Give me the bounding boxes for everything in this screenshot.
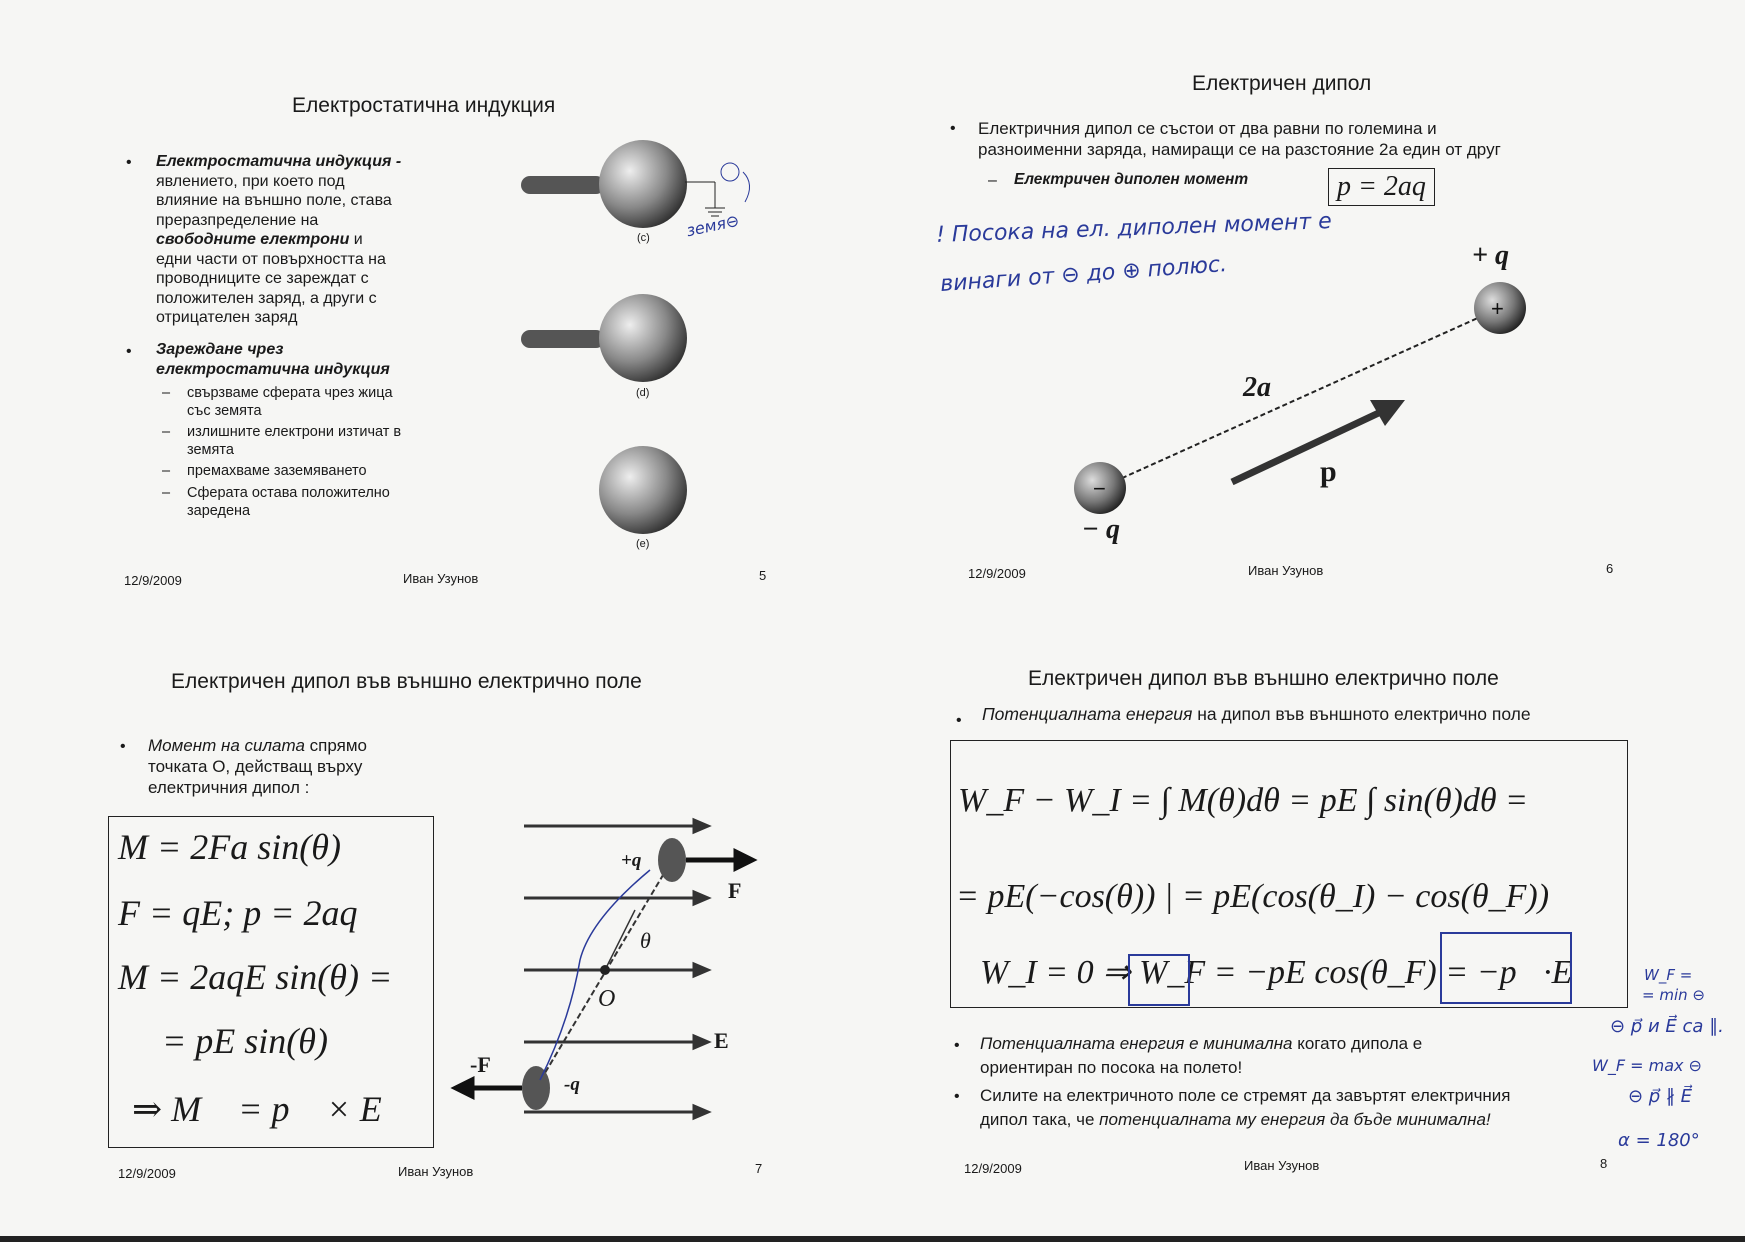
- label-minus-F: -F: [470, 1052, 491, 1077]
- handwritten-note: ! Посока на ел. диполен момент е: [935, 209, 1333, 248]
- induction-figure: [515, 120, 775, 540]
- line: свързваме сферата чрез жица: [187, 385, 393, 401]
- sub-dash: –: [162, 424, 171, 440]
- footer-page: 8: [1600, 1156, 1608, 1171]
- sphere-c: [599, 140, 687, 228]
- line: влияние на външно поле, става: [156, 192, 392, 209]
- label-theta: θ: [640, 928, 651, 953]
- label-plus-q: +q: [621, 850, 642, 871]
- term: свободните електрони: [156, 231, 350, 248]
- handwritten-note: α = 180°: [1618, 1130, 1700, 1151]
- footer-page: 6: [1606, 561, 1614, 576]
- line: спрямо: [304, 736, 367, 755]
- line: точката О, действащ върху: [148, 757, 363, 776]
- pen-highlight-box: [1440, 932, 1572, 1004]
- line: Електричния дипол се състои от два равни по големина и: [978, 119, 1437, 138]
- label-2a: 2a: [1243, 372, 1271, 403]
- line: дипол така, че: [980, 1110, 1100, 1129]
- term: Електричен диполен момент: [1014, 171, 1249, 188]
- handwritten-note: ⊖ p⃗ ∦ E⃗: [1628, 1086, 1693, 1107]
- line: едни части от повърхността на: [156, 250, 386, 268]
- line: на дипол във външното електрично поле: [1192, 704, 1531, 724]
- sub-item: [187, 423, 401, 459]
- label-E: E: [714, 1028, 729, 1053]
- line: разноименни заряда, намиращи се на разстояние 2а един от друг: [978, 140, 1501, 159]
- term: Потенциалната енергия: [982, 704, 1193, 724]
- dipole-figure: [1050, 260, 1550, 560]
- charged-rod: [521, 330, 605, 348]
- bullet-text: [980, 1032, 1422, 1080]
- footer-page: 7: [755, 1161, 763, 1176]
- equation: M = 2aqE sin(θ) =: [118, 957, 393, 997]
- equation: W_I = 0 ⇒ W_F = −pE cos(θ_F) = −p⃗·E⃗: [980, 954, 1599, 991]
- bullet-text: [148, 735, 367, 798]
- label-plus-q: + q: [1472, 240, 1509, 271]
- term: Електростатична индукция -: [156, 153, 402, 170]
- bullet-text: [980, 1084, 1511, 1132]
- slide-title: Електричен дипол във външно електрично поле: [171, 670, 642, 693]
- handwritten-note: винаги от ⊖ до ⊕ полюс.: [939, 252, 1228, 297]
- formula-box: p = 2aq: [1328, 168, 1435, 206]
- footer-date: 12/9/2009: [124, 573, 182, 588]
- sub-dash: –: [162, 463, 171, 479]
- line: преразпределение на: [156, 211, 319, 229]
- equation: ⇒ M⃗ = p⃗ × E⃗: [132, 1089, 410, 1129]
- pen-highlight-box: [1128, 954, 1190, 1006]
- equation: W_F − W_I = ∫ M(θ)dθ = pE ∫ sin(θ)dθ =: [958, 782, 1528, 819]
- bullet-text: [156, 152, 456, 328]
- sub-dash: –: [988, 172, 997, 189]
- charged-rod: [521, 176, 605, 194]
- figure-label: (d): [636, 387, 650, 399]
- sub-item: [187, 384, 393, 420]
- label-F: F: [728, 878, 742, 903]
- bullet-dot: •: [126, 343, 132, 360]
- bullet-dot: •: [954, 1088, 960, 1105]
- sub-dash: –: [162, 385, 171, 401]
- handwritten-note: W_F = max ⊖: [1592, 1056, 1702, 1075]
- term: потенциалната му енергия да бъде минимална!: [1099, 1110, 1491, 1129]
- term: Момент на силата: [148, 736, 305, 755]
- bullet-dot: •: [126, 154, 132, 171]
- line: електричния дипол :: [148, 778, 310, 797]
- line: Сферата остава положително: [187, 485, 390, 501]
- term: Зареждане чрез: [156, 341, 284, 358]
- term: електростатична индукция: [156, 360, 390, 378]
- label-minus-q: -q: [564, 1074, 580, 1095]
- footer-date: 12/9/2009: [968, 566, 1026, 581]
- footer-date: 12/9/2009: [118, 1166, 176, 1181]
- label-p: p: [1320, 455, 1337, 488]
- line: явлението, при което под: [156, 172, 345, 190]
- figure-label: (c): [637, 232, 650, 244]
- footer-date: 12/9/2009: [964, 1161, 1022, 1176]
- bullet-text: [156, 340, 390, 379]
- line: Силите на електричното поле се стремят да завъртят електричния: [980, 1086, 1511, 1105]
- dipole-axis: [1100, 308, 1500, 488]
- line: когато дипола е: [1292, 1034, 1423, 1053]
- scan-edge: [0, 1236, 1745, 1242]
- bullet-text: [978, 118, 1501, 160]
- sub-item: [187, 484, 390, 520]
- sphere-e: [599, 446, 687, 534]
- figure-label: (e): [636, 538, 650, 550]
- line: положителен заряд, а други с: [156, 289, 377, 307]
- handwritten-note: земя⊖: [684, 210, 741, 241]
- equation: M = 2Fa sin(θ): [118, 827, 341, 867]
- line: отрицателен заряд: [156, 309, 298, 326]
- line: заредена: [187, 503, 251, 519]
- equation: F = qE; p = 2aq: [118, 893, 358, 933]
- line: и: [349, 231, 363, 248]
- positive-charge: [658, 838, 686, 882]
- sub-item: [1014, 170, 1248, 190]
- footer-author: Иван Узунов: [403, 571, 479, 586]
- bullet-dot: •: [950, 120, 956, 137]
- bullet-dot: •: [956, 712, 962, 729]
- moment-arrow: [1232, 410, 1385, 482]
- line: проводниците се зареждат с: [156, 270, 369, 287]
- term: Потенциалната енергия е минимална: [980, 1034, 1293, 1053]
- line: ориентиран по посока на полето!: [980, 1058, 1243, 1077]
- bullet-dot: •: [120, 738, 126, 755]
- line: със земята: [187, 403, 262, 419]
- handwritten-note: ⊖ p⃗ и E⃗ са ∥.: [1610, 1016, 1724, 1037]
- bullet-text: [982, 705, 1531, 725]
- svg-text:−: −: [1093, 476, 1106, 501]
- slide-title: Електричен дипол във външно електрично поле: [1028, 667, 1499, 690]
- label-O: O: [598, 986, 616, 1012]
- bullet-dot: •: [954, 1037, 960, 1054]
- line: излишните електрони изтичат в: [187, 424, 402, 440]
- sub-item: премахваме заземяването: [187, 463, 367, 479]
- footer-page: 5: [759, 568, 767, 583]
- footer-author: Иван Узунов: [398, 1164, 474, 1179]
- sub-dash: –: [162, 485, 171, 501]
- slide-title: Електростатична индукция: [292, 94, 556, 117]
- line: земята: [187, 442, 234, 458]
- slide-title: Електричен дипол: [1192, 72, 1372, 95]
- footer-author: Иван Узунов: [1244, 1158, 1320, 1173]
- torque-figure: [450, 810, 750, 1150]
- handwritten-note: W_F =: [1644, 966, 1693, 984]
- label-minus-q: − q: [1082, 514, 1120, 545]
- sphere-d: [599, 294, 687, 382]
- equation: = pE(−cos(θ)) | = pE(cos(θ_I) − cos(θ_F)): [956, 878, 1550, 915]
- handwritten-note: = min ⊖: [1642, 986, 1705, 1004]
- svg-text:+: +: [1491, 296, 1504, 321]
- negative-charge: [522, 1066, 550, 1110]
- footer-author: Иван Узунов: [1248, 563, 1324, 578]
- equation: = pE sin(θ): [162, 1021, 328, 1061]
